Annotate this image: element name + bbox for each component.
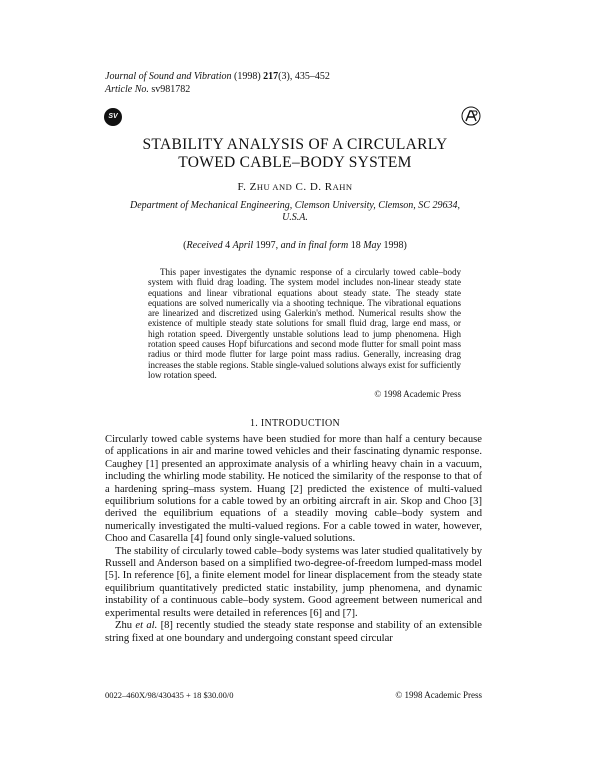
- journal-volume: 217: [263, 71, 279, 82]
- final-year: 1998): [380, 240, 407, 251]
- academic-press-logo-icon: [461, 106, 481, 126]
- received-day: 4: [222, 240, 233, 251]
- affiliation: [130, 200, 460, 224]
- journal-citation: [105, 70, 330, 83]
- p3-etal: et al.: [135, 620, 158, 632]
- journal-header: [105, 70, 330, 96]
- final-day: 18: [348, 240, 364, 251]
- received-year: 1997,: [253, 240, 281, 251]
- body-text: [105, 434, 482, 645]
- author-1-rest: HU AND: [256, 182, 293, 192]
- paragraph-1: Circularly towed cable systems have been studied for more than half a century because of applications in air and marine towed vehicles and their fascinating dynamic response. Caughey [1] presented an approximate analysis of a whirling heavy chain in a vacuum, including the whirling mode stability. He noticed the similarity of the response to that of a hardening spring–mass system. Huang [2] predicted the existence of multi-valued equilibrium solutions for a cable towed by an orbiting aircraft in air. Skop and Choo [3] derived the equilibrium equations of a steadily moving cable–body system and numerically investigated the multi-valued regions. For a cable towed in water, however, Choo and Casarella [4] found only single-valued solutions.: [105, 434, 482, 545]
- p3-text: [8] recently studied the steady state response and stability of an extensible string fixed at one boundary and undergoing constant speed circular: [105, 620, 483, 644]
- journal-year: (1998): [233, 71, 261, 82]
- footer-copyright: © 1998 Academic Press: [395, 690, 482, 700]
- sv-logo-icon: SV: [104, 108, 122, 126]
- final-month: May: [363, 240, 381, 251]
- section-heading: 1. INTRODUCTION: [249, 418, 341, 429]
- author-1-initial: F. Z: [237, 181, 257, 193]
- abstract-copyright: © 1998 Academic Press: [374, 389, 461, 399]
- footer-code: 0022–460X/98/430435 + 18 $30.00/0: [105, 690, 234, 700]
- title-line-1: STABILITY ANALYSIS OF A CIRCULARLY: [142, 136, 448, 153]
- title-line-2: TOWED CABLE–BODY SYSTEM: [178, 154, 412, 171]
- received-word: Received: [186, 240, 223, 251]
- article-label: Article No.: [105, 84, 149, 95]
- final-form-phrase: and in final form: [280, 240, 349, 251]
- paper-title: [100, 136, 490, 172]
- paragraph-2: The stability of circularly towed cable–body systems was later studied qualitatively by Russell and Anderson based on a simplified two-degree-of-freedom lumped-mass model [5]. In reference [6], a finite element model for linear displacement from the steady state equilibrium quantitatively predicted static instability, jump phenomena, and dynamic instability of a continuous cable–body system. Good agreement between numerical and experimental results were detailed in references [6] and [7].: [105, 545, 482, 619]
- received-dates: [100, 240, 490, 251]
- paragraph-3: [105, 620, 482, 645]
- journal-name: Journal of Sound and Vibration: [105, 71, 232, 82]
- received-open: (: [183, 240, 187, 251]
- author-2-initial: C. D. R: [295, 181, 333, 193]
- article-number: sv981782: [151, 84, 191, 95]
- authors: [100, 181, 490, 193]
- journal-issue-pages: (3), 435–452: [278, 71, 330, 82]
- affiliation-line-2: U.S.A.: [282, 212, 308, 223]
- article-number-line: [105, 83, 330, 96]
- received-month: April: [232, 240, 254, 251]
- p3-author: Zhu: [115, 620, 136, 632]
- affiliation-line-1: Department of Mechanical Engineering, Clemson University, Clemson, SC 29634,: [130, 200, 460, 211]
- abstract: This paper investigates the dynamic response of a circularly towed cable–body system with fluid drag loading. The system model includes non-linear steady state equations and linear vibrational equations about steady state. The steady state equations are solved numerically via a shooting technique. The vibrational equations are linearized and discretized using Galerkin's method. Numerical results show the existence of multiple steady state solutions for small fluid drag, large end mass, or high rotation speed. Divergently unstable solutions lead to jump phenomena. High rotation speed causes Hopf bifurcations and second mode flutter for small point mass radius or third mode flutter for large point mass radius. Generally, increasing drag increases the stable regions. Stable single-valued solutions always exist for sufficiently low rotation speed.: [148, 267, 462, 380]
- author-2-rest: AHN: [332, 182, 353, 192]
